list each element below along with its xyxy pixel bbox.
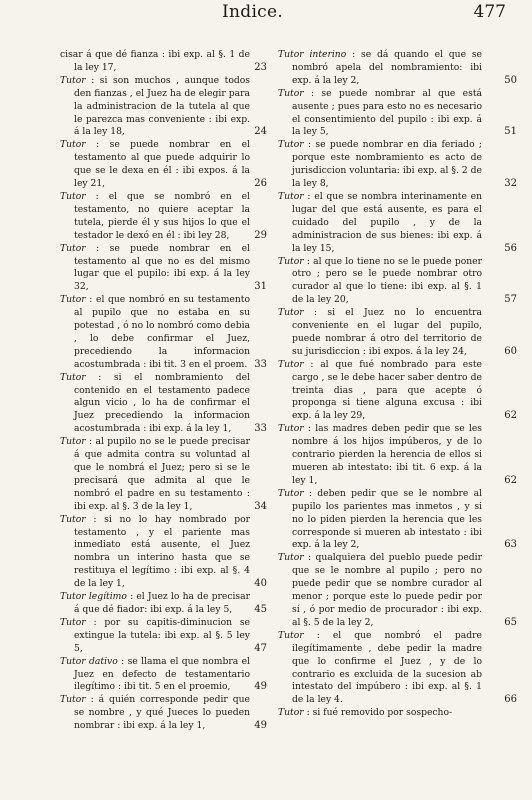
index-entry [278, 358, 517, 424]
entry-text: : á quién corresponde pedir que se nombre , y qué Jueces lo pueden nombrar : ibi exp. á la ley 1, [74, 694, 250, 732]
page-reference: 26 [254, 178, 267, 190]
page-reference: 31 [254, 281, 267, 293]
index-entry [278, 629, 517, 707]
index-entry [278, 552, 517, 629]
entry-text: : las madres deben pedir que se les nombre á los hijos impúberos, y de lo contrario pierden la herencia de ellos si mueren ab intestato: ibi tit. 6 exp. á la ley 1, [292, 423, 482, 486]
page-reference: 33 [254, 423, 267, 435]
entry-headword: Tutor [60, 694, 86, 706]
entry-headword: Tutor [60, 294, 86, 306]
entry-text: : deben pedir que se le nombre al pupilo los parientes mas inmetos , y si no lo piden pierden la herencia que les corresponde si mueren ab intestato : ibi exp. á la ley 2, [292, 487, 482, 551]
entry-text: : si fué removido por sospecho- [303, 707, 453, 719]
entry-text: : si el Juez no lo encuentra conveniente en el lugar del pupilo, puede nombrar á otro del territorio de su jurisdiccion : ibi expos. á la ley 24, [292, 307, 482, 357]
entry-text: : se puede nombrar en el testamento al que no es del mismo lugar que el pupilo: ibi exp. á la ley 32, [74, 242, 250, 293]
index-entry [60, 513, 267, 591]
page-reference: 63 [504, 539, 517, 551]
entry-text: : al que fué nombrado para este cargo , se le debe hacer saber dentro de treinta dias , para que acepte ó proponga si tiene alguna excusa : ibi exp. á la ley 29, [292, 358, 482, 422]
page-reference: 62 [504, 410, 517, 422]
entry-text: : el que se nombró en el testamento, no quiere aceptar la tutela, pierde él y sus hijos lo que el testador le dexó en él : ibi ley 28, [74, 190, 250, 241]
page-reference: 32 [504, 178, 517, 190]
index-entry [278, 49, 517, 88]
entry-headword: Tutor [60, 616, 86, 628]
page-reference: 57 [504, 294, 517, 306]
entry-headword: Tutor [60, 190, 86, 202]
index-entry [60, 294, 267, 371]
page-number: 477 [473, 2, 506, 22]
entry-text: : el que nombró el padre ilegítimamente , debe pedir la madre que lo confirme el Juez , y de lo contrario es excluida de la sucesion ab intestato del impúbero : ibi exp. al §. 1 de la ley 4. [292, 629, 482, 706]
entry-headword: Tutor [278, 629, 304, 641]
page-reference: 34 [254, 500, 267, 512]
entry-headword: Tutor dativo [60, 655, 118, 667]
entry-text: : el que nombró en su testamento al pupilo que no estaba en su potestad , ó no lo nombró como debia , lo debe confirmar el Juez, precediendo la informacion acostumbrada : ibi tit. 3 en el proem. [74, 294, 250, 370]
index-entry [278, 190, 517, 256]
index-entry [278, 307, 517, 359]
index-entry [278, 139, 517, 191]
entry-text: : el que se nombra interinamente en lugar del que está ausente, es para el cuidado del pupilo , y de la administracion de sus bienes: ibi exp. á la ley 15, [292, 190, 482, 254]
entry-headword: Tutor [278, 139, 304, 151]
index-entry [60, 655, 267, 695]
entry-headword: Tutor [278, 552, 304, 564]
page-reference: 66 [504, 694, 517, 706]
entry-headword: Tutor [60, 242, 86, 254]
entry-headword: Tutor [278, 255, 304, 267]
page-reference: 40 [254, 578, 267, 590]
page-reference: 29 [254, 229, 267, 241]
entry-text: cisar á que dé fianza : ibi exp. al §. 1 de la ley 17, [60, 49, 250, 73]
entry-headword: Tutor [60, 371, 86, 383]
entry-headword: Tutor [278, 707, 304, 719]
entry-headword: Tutor interino [278, 49, 347, 60]
entry-text: : se puede nombrar en el testamento al que puede adquirir lo que se le dexa en él : ibi expos. á la ley 21, [74, 139, 250, 190]
index-entry [60, 139, 267, 191]
entry-text: : si son muchos , aunque todos den fianzas , el Juez ha de elegir para la administracion de la tutela al que le parezca mas conveniente : ibi exp. á la ley 18, [74, 74, 250, 138]
page-reference: 51 [504, 126, 517, 138]
entry-headword: Tutor [60, 513, 86, 525]
entry-headword: Tutor legítimo [60, 591, 127, 603]
index-entry [60, 49, 267, 75]
page-reference: 49 [254, 681, 267, 693]
entry-headword: Tutor [278, 487, 304, 499]
entry-text: : por su capitis-diminucion se extingue la tutela: ibi exp. al §. 5 ley 5, [74, 616, 250, 654]
right-column [278, 49, 517, 720]
index-entry [60, 616, 267, 656]
entry-text: : qualquiera del pueblo puede pedir que se le nombre al pupilo ; pero no puede pedir que se nombre curador al menor ; porque este lo puede pedir por sí , ó por medio de procurador : ibi exp. al §. 5 de la ley 2, [292, 552, 482, 628]
index-entry [60, 371, 267, 437]
page-reference: 23 [254, 61, 267, 73]
page-reference: 33 [254, 358, 267, 370]
index-entry [278, 255, 517, 308]
index-entry [60, 74, 267, 140]
entry-text: : el Juez lo ha de precisar á que dé fiador: ibi exp. á la ley 5, [74, 591, 250, 615]
entry-headword: Tutor [278, 423, 304, 435]
entry-headword: Tutor [60, 139, 86, 151]
entry-text: : si el nombramiento del contenido en el testamento padece algun vicio , lo ha de confirmar el Juez precediendo la informacion acostumbrada : ibi exp. á la ley 1, [74, 371, 250, 435]
index-entry [278, 87, 517, 140]
page-reference: 47 [254, 642, 267, 654]
page-reference: 60 [504, 345, 517, 357]
entry-text: : se dá quando el que se nombró apela del nombramiento: ibi exp. á la ley 2, [292, 49, 482, 86]
entry-headword: Tutor [278, 190, 304, 202]
entry-text: : si no lo hay nombrado por testamento , y el pariente mas inmediato está ausente, el Juez nombra un interino hasta que se restituya el legítimo : ibi exp. al §. 4 de la ley 1, [74, 513, 250, 590]
index-entry [60, 190, 267, 243]
entry-headword: Tutor [60, 74, 86, 86]
page-reference: 49 [254, 720, 267, 732]
page-reference: 65 [504, 616, 517, 628]
index-entry [60, 591, 267, 617]
page-reference: 56 [504, 242, 517, 254]
running-title: Indice. [222, 2, 284, 22]
index-entry [60, 436, 267, 513]
index-entry [278, 707, 496, 720]
entry-text: : se puede nombrar al que está ausente ; pues para esto no es necesario el consentimiento del pupilo : ibi exp. á la ley 5, [292, 87, 482, 138]
entry-headword: Tutor [60, 436, 86, 448]
entry-text: : al que lo tiene no se le puede poner otro ; pero se le puede nombrar otro curador al que lo tiene: ibi exp. al §. 1 de la ley 20, [292, 255, 482, 306]
left-column [60, 49, 267, 733]
page-reference: 24 [254, 126, 267, 138]
index-entry [60, 242, 267, 295]
entry-text: : al pupilo no se le puede precisar á que admita contra su voluntad al que le nombrá el Juez; pero si se le precisará que admita al que le nombró el padre en su testamento : ibi exp. al §. 3 de la ley 1, [74, 436, 250, 512]
entry-text: : se puede nombrar en dia feriado ; porque este nombramiento es acto de jurisdiccion voluntaria: ibi exp. al §. 2 de la ley 8, [292, 139, 482, 190]
page-reference: 62 [504, 474, 517, 486]
index-entry [278, 487, 517, 553]
entry-headword: Tutor [278, 307, 304, 319]
entry-text: : se llama el que nombra el Juez en defecto de testamentario ilegítimo : ibi tit. 5 en el proemio, [74, 655, 250, 693]
entry-headword: Tutor [278, 87, 304, 99]
index-entry [60, 694, 267, 733]
page-reference: 50 [504, 74, 517, 86]
entry-headword: Tutor [278, 358, 304, 370]
page-reference: 45 [254, 603, 267, 615]
index-entry [278, 423, 517, 488]
